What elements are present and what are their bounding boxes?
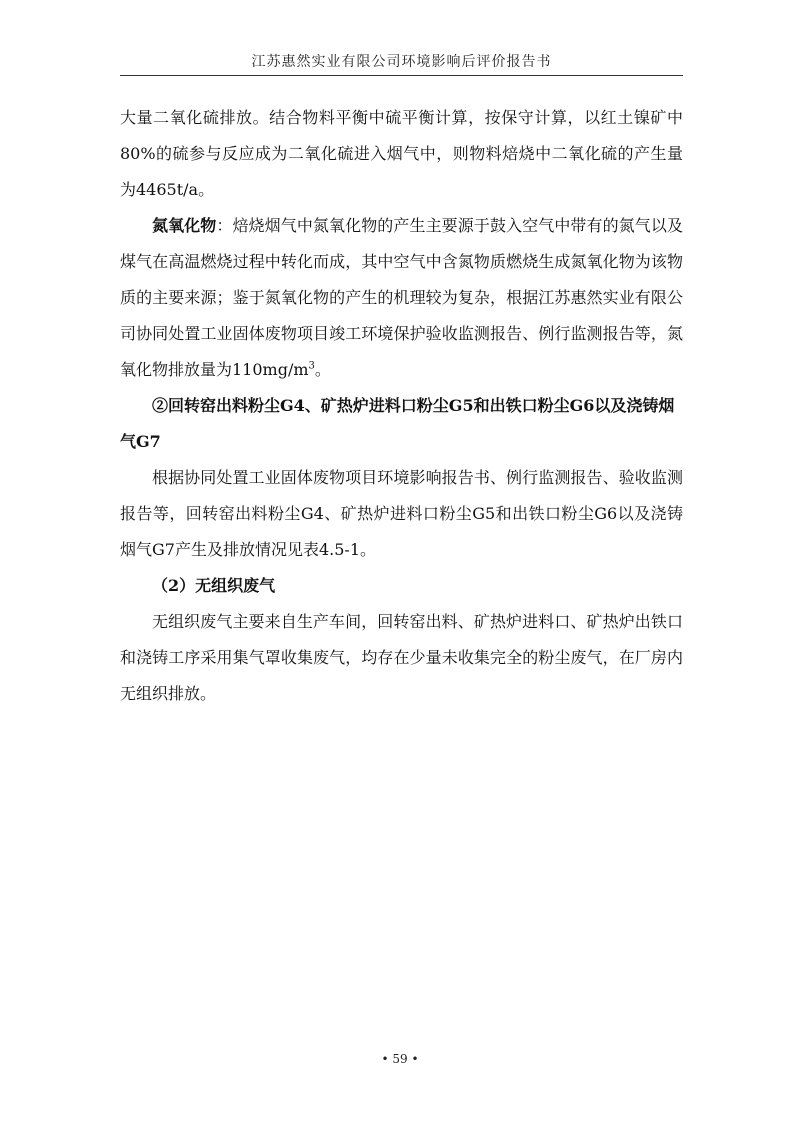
section-heading-fugitive: （2）无组织废气 bbox=[152, 576, 276, 595]
paragraph-so2-calculation: 大量二氧化硫排放。结合物料平衡中硫平衡计算，按保守计算，以红土镍矿中80%的硫参与反应成为二氧化硫进入烟气中，则物料焙烧中二氧化硫的产生量为4465t/a。 bbox=[120, 108, 683, 199]
paragraph-dust-reference: 根据协同处置工业固体废物项目环境影响报告书、例行监测报告、验收监测报告等，回转窑出料粉尘G4、矿热炉进料口粉尘G5和出铁口粉尘G6以及浇铸烟气G7产生及排放情况见表4.5-1。 bbox=[120, 468, 683, 559]
paragraph-fugitive-emissions: 无组织废气主要来自生产车间，回转窑出料、矿热炉进料口、矿热炉出铁口和浇铸工序采用集气罩收集废气，均存在少量未收集完全的粉尘废气，在厂房内无组织排放。 bbox=[120, 612, 683, 703]
section-heading-dust: ②回转窑出料粉尘G4、矿热炉进料口粉尘G5和出铁口粉尘G6以及浇铸烟气G7 bbox=[120, 396, 675, 451]
nox-label: 氮氧化物 bbox=[152, 216, 217, 235]
nox-unit-superscript: 3 bbox=[308, 360, 315, 372]
nox-text: ：焙烧烟气中氮氧化物的产生主要源于鼓入空气中带有的氮气以及煤气在高温燃烧过程中转化而成，其中空气中含氮物质燃烧生成氮氧化物为该物质的主要来源；鉴于氮氧化物的产生的机理较为复杂，根据江苏惠然实业有限公司协同处置工业固体废物项目竣工环境保护验收监测报告、例行监测报告等，氮氧化物排放量为110mg/m bbox=[120, 216, 683, 379]
document-body bbox=[120, 100, 683, 712]
paragraph-nox bbox=[120, 208, 683, 388]
page-number: • 59 • bbox=[381, 1052, 419, 1066]
header-rule bbox=[120, 75, 683, 76]
running-header: 江苏惠然实业有限公司环境影响后评价报告书 bbox=[251, 54, 552, 70]
nox-text-end: 。 bbox=[314, 360, 331, 379]
